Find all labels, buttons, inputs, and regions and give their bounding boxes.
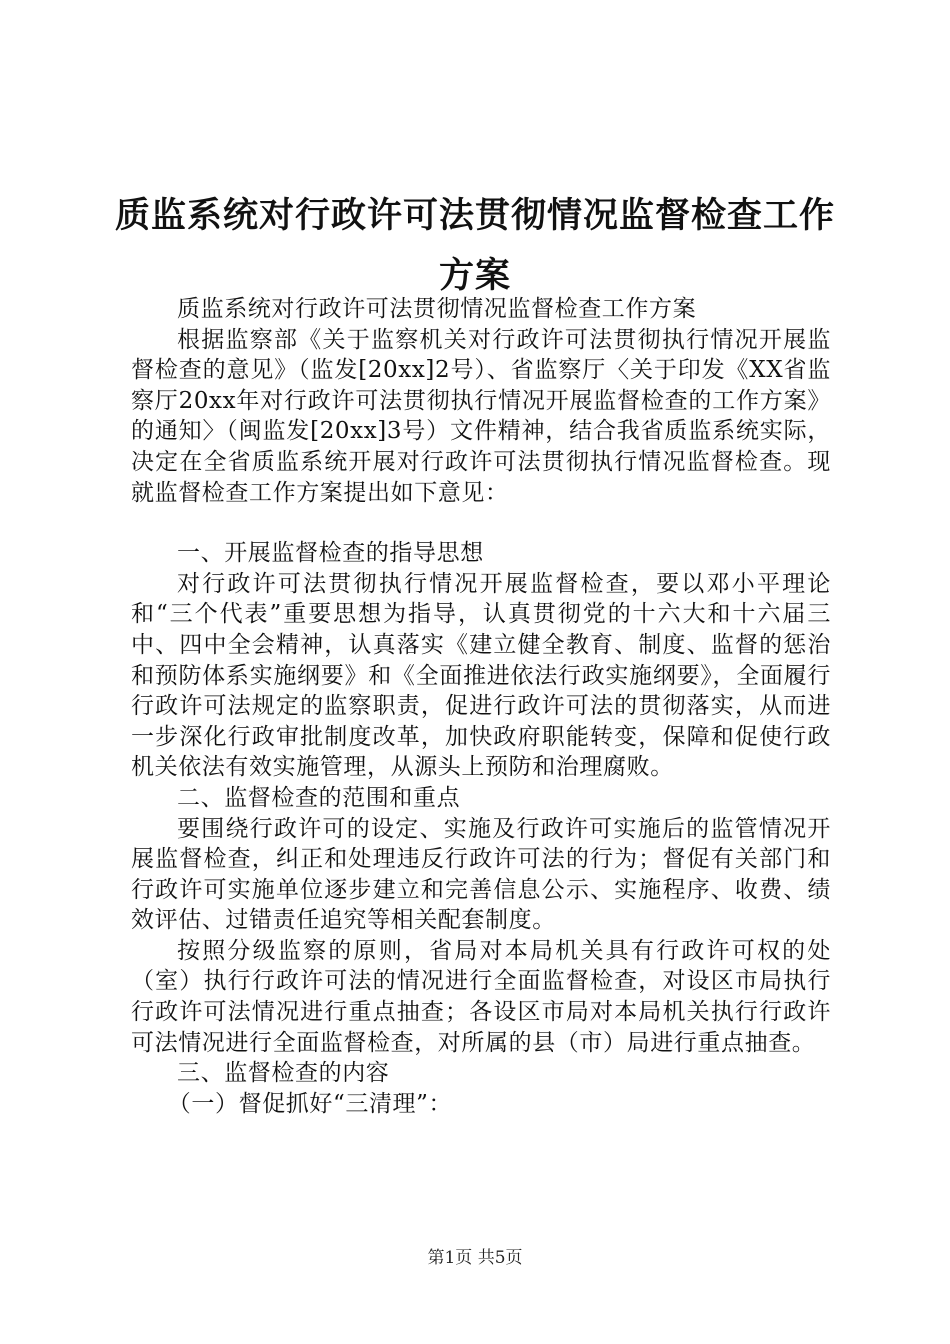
body-paragraph: 对行政许可法贯彻执行情况开展监督检查，要以邓小平理论和“三个代表”重要思想为指导，认真贯彻党的十六大和十六届三中、四中全会精神，认真落实《建立健全教育、制度、监督的惩治和预防体系实施纲要》和《全面推进依法行政实施纲要》，全面履行行政许可法规定的监察职责，促进行政许可法的贯彻落实，从而进一步深化行政审批制度改革，加快政府职能转变，保障和促使行政机关依法有效实施管理，从源头上预防和治理腐败。 [131, 570, 831, 781]
subtitle-paragraph: 质监系统对行政许可法贯彻情况监督检查工作方案 [177, 296, 697, 322]
subsection-heading-1: （一）督促抓好“三清理”： [167, 1090, 453, 1117]
section-heading-1: 一、开展监督检查的指导思想 [177, 540, 484, 567]
document-title-line-1: 质监系统对行政许可法贯彻情况监督检查工作 [114, 196, 835, 236]
document-body [131, 294, 831, 1119]
body-paragraph: 要围绕行政许可的设定、实施及行政许可实施后的监管情况开展监督检查，纠正和处理违反行政许可法的行为；督促有关部门和行政许可实施单位逐步建立和完善信息公示、实施程序、收费、绩效评估、过错责任追究等相关配套制度。 [131, 815, 831, 934]
body-paragraph: 按照分级监察的原则，省局对本局机关具有行政许可权的处（室）执行行政许可法的情况进行全面监督检查，对设区市局执行行政许可法情况进行重点抽查；各设区市局对本局机关执行行政许可法情况进行全面监督检查，对所属的县（市）局进行重点抽查。 [131, 937, 831, 1056]
document-title-line-2: 方案 [438, 256, 511, 296]
section-heading-3: 三、监督检查的内容 [177, 1060, 390, 1087]
section-heading-2: 二、监督检查的范围和重点 [177, 784, 461, 811]
intro-paragraph: 根据监察部《关于监察机关对行政许可法贯彻执行情况开展监督检查的意见》（监发[20xx]2号）、省监察厅〈关于印发《XX省监察厅20xx年对行政许可法贯彻执行情况开展监督检查的工作方案》的通知〉（闽监发[20xx]3号）文件精神，结合我省质监系统实际，决定在全省质监系统开展对行政许可法贯彻执行情况监督检查。现就监督检查工作方案提出如下意见： [131, 326, 831, 506]
page-indicator: 第1页 共5页 [427, 1248, 523, 1268]
